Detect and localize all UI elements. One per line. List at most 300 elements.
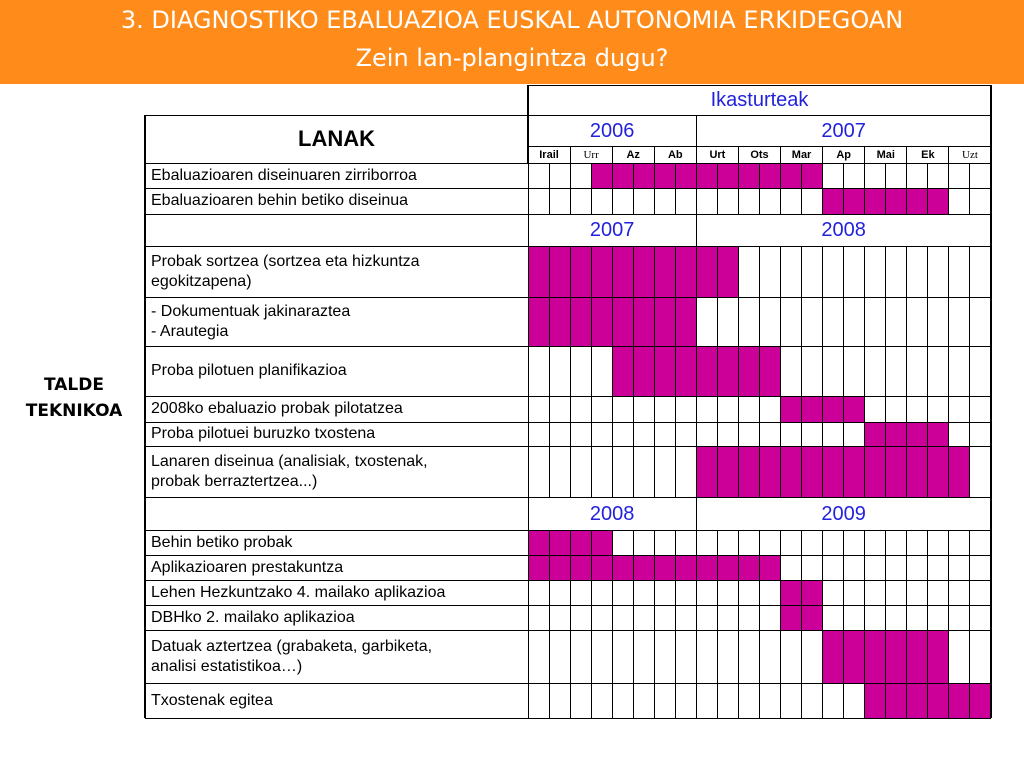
gantt-cell — [570, 163, 591, 188]
gantt-cell — [760, 188, 781, 214]
column-divider — [738, 530, 739, 555]
gantt-cell-active — [612, 346, 633, 396]
gantt-cell-active — [570, 530, 591, 555]
month-label: Ek — [921, 148, 935, 161]
column-divider — [759, 246, 760, 297]
column-divider — [570, 630, 571, 683]
gantt-cell — [738, 422, 759, 446]
column-divider — [843, 346, 844, 396]
gantt-cell — [570, 396, 591, 422]
gantt-cell — [970, 446, 991, 497]
table-border — [528, 85, 991, 86]
column-divider — [570, 446, 571, 497]
gantt-cell — [654, 422, 675, 446]
column-divider — [948, 630, 949, 683]
column-divider — [633, 422, 634, 446]
gantt-cell-active — [528, 555, 549, 580]
column-divider — [885, 446, 886, 497]
column-divider — [780, 146, 781, 163]
gantt-cell-active — [844, 446, 865, 497]
gantt-cell — [591, 683, 612, 718]
column-divider — [570, 683, 571, 718]
column-divider — [675, 346, 676, 396]
column-divider — [843, 297, 844, 346]
gantt-cell — [781, 630, 802, 683]
gantt-cell — [760, 683, 781, 718]
year-label: 2007 — [589, 219, 635, 241]
column-divider — [738, 422, 739, 446]
column-divider — [759, 346, 760, 396]
gantt-cell — [528, 422, 549, 446]
gantt-cell — [633, 446, 654, 497]
gantt-cell — [802, 297, 823, 346]
gantt-cell — [738, 188, 759, 214]
gantt-cell-active — [654, 555, 675, 580]
column-divider — [528, 214, 529, 246]
column-divider — [717, 683, 718, 718]
gantt-cell-active — [802, 396, 823, 422]
column-divider — [591, 346, 592, 396]
column-divider — [822, 188, 823, 214]
column-divider — [675, 530, 676, 555]
gantt-cell — [886, 246, 907, 297]
gantt-cell — [654, 396, 675, 422]
column-divider — [633, 630, 634, 683]
gantt-cell — [865, 396, 886, 422]
gantt-cell — [591, 422, 612, 446]
gantt-cell — [865, 297, 886, 346]
column-divider — [864, 530, 865, 555]
gantt-cell-active — [633, 555, 654, 580]
gantt-cell — [886, 163, 907, 188]
column-divider — [948, 422, 949, 446]
column-divider — [759, 580, 760, 605]
gantt-cell-active — [696, 346, 717, 396]
row-divider — [145, 214, 991, 215]
gantt-cell-active — [549, 246, 570, 297]
gantt-cell-active — [738, 163, 759, 188]
column-divider — [549, 530, 550, 555]
column-divider — [801, 446, 802, 497]
gantt-cell — [591, 580, 612, 605]
gantt-cell-active — [907, 188, 928, 214]
gantt-cell-active — [612, 555, 633, 580]
column-divider — [528, 422, 529, 446]
gantt-cell-active — [633, 297, 654, 346]
gantt-cell — [760, 422, 781, 446]
gantt-cell — [802, 630, 823, 683]
column-divider — [717, 580, 718, 605]
column-divider — [948, 146, 949, 163]
gantt-cell — [738, 683, 759, 718]
gantt-cell — [738, 605, 759, 630]
gantt-cell — [823, 555, 844, 580]
column-divider — [906, 346, 907, 396]
column-divider — [528, 580, 529, 605]
column-divider — [906, 683, 907, 718]
gantt-cell-active — [802, 580, 823, 605]
gantt-cell — [886, 555, 907, 580]
month-label: Urt — [709, 148, 726, 161]
column-divider — [612, 422, 613, 446]
column-divider — [864, 188, 865, 214]
gantt-cell-active — [823, 188, 844, 214]
gantt-cell — [928, 297, 949, 346]
column-divider — [927, 422, 928, 446]
gantt-cell — [528, 188, 549, 214]
column-divider — [528, 297, 529, 346]
column-divider — [612, 683, 613, 718]
column-divider — [969, 555, 970, 580]
month-label: Mai — [876, 148, 895, 161]
gantt-cell-active — [612, 163, 633, 188]
gantt-cell — [549, 163, 570, 188]
column-divider — [696, 163, 697, 188]
gantt-cell-active — [591, 163, 612, 188]
column-divider — [927, 530, 928, 555]
gantt-cell-active — [591, 555, 612, 580]
gantt-cell — [591, 188, 612, 214]
column-divider — [885, 555, 886, 580]
column-divider — [759, 683, 760, 718]
column-divider — [738, 630, 739, 683]
column-divider — [864, 683, 865, 718]
gantt-cell — [949, 396, 970, 422]
column-divider — [654, 163, 655, 188]
gantt-cell — [612, 580, 633, 605]
gantt-cell-active — [675, 346, 696, 396]
column-divider — [948, 683, 949, 718]
gantt-cell — [802, 683, 823, 718]
column-divider — [570, 396, 571, 422]
gantt-cell — [696, 396, 717, 422]
column-divider — [528, 630, 529, 683]
gantt-cell-active — [865, 446, 886, 497]
gantt-cell — [823, 580, 844, 605]
column-divider — [864, 555, 865, 580]
column-divider — [801, 580, 802, 605]
gantt-cell-active — [675, 297, 696, 346]
task-label: Proba pilotuen planifikazioa — [151, 362, 347, 379]
gantt-cell — [528, 580, 549, 605]
gantt-cell — [949, 605, 970, 630]
gantt-cell-active — [696, 446, 717, 497]
row-divider — [145, 530, 991, 531]
column-divider — [759, 530, 760, 555]
gantt-cell — [907, 605, 928, 630]
gantt-cell-active — [549, 297, 570, 346]
gantt-cell — [970, 297, 991, 346]
gantt-cell-active — [781, 396, 802, 422]
column-divider — [675, 630, 676, 683]
column-divider — [822, 630, 823, 683]
column-divider — [612, 146, 613, 163]
column-divider — [549, 246, 550, 297]
column-divider — [633, 297, 634, 346]
month-label: Irail — [539, 148, 559, 161]
column-divider — [948, 297, 949, 346]
gantt-cell-active — [844, 630, 865, 683]
gantt-cell — [654, 530, 675, 555]
column-divider — [801, 605, 802, 630]
gantt-cell — [970, 555, 991, 580]
column-divider — [717, 297, 718, 346]
column-divider — [591, 580, 592, 605]
column-divider — [549, 163, 550, 188]
column-divider — [591, 530, 592, 555]
gantt-cell — [844, 297, 865, 346]
task-label: Lanaren diseinua (analisiak, txostenak, probak berraztertzea...) — [151, 452, 428, 490]
gantt-cell — [675, 530, 696, 555]
gantt-cell-active — [717, 346, 738, 396]
gantt-cell — [823, 530, 844, 555]
gantt-cell — [760, 297, 781, 346]
column-divider — [843, 683, 844, 718]
column-divider — [948, 396, 949, 422]
gantt-cell — [949, 188, 970, 214]
gantt-cell — [886, 530, 907, 555]
gantt-cell — [633, 605, 654, 630]
gantt-cell-active — [528, 246, 549, 297]
column-divider — [822, 446, 823, 497]
column-divider — [885, 188, 886, 214]
column-divider — [654, 605, 655, 630]
gantt-cell — [970, 346, 991, 396]
column-divider — [549, 683, 550, 718]
gantt-cell — [738, 396, 759, 422]
column-divider — [738, 346, 739, 396]
column-divider — [675, 555, 676, 580]
column-divider — [675, 246, 676, 297]
column-divider — [549, 297, 550, 346]
column-divider — [528, 555, 529, 580]
gantt-cell-active — [865, 422, 886, 446]
column-divider — [570, 163, 571, 188]
table-border — [145, 115, 991, 116]
column-divider — [612, 530, 613, 555]
column-divider — [528, 683, 529, 718]
column-divider — [633, 580, 634, 605]
gantt-cell — [633, 396, 654, 422]
column-divider — [717, 446, 718, 497]
column-divider — [780, 246, 781, 297]
column-divider — [591, 683, 592, 718]
column-divider — [612, 188, 613, 214]
gantt-cell-active — [781, 446, 802, 497]
column-divider — [759, 297, 760, 346]
column-divider — [864, 630, 865, 683]
column-divider — [801, 396, 802, 422]
column-divider — [591, 446, 592, 497]
column-divider — [675, 396, 676, 422]
gantt-cell-active — [654, 246, 675, 297]
column-divider — [864, 422, 865, 446]
gantt-cell-active — [528, 530, 549, 555]
column-divider — [717, 163, 718, 188]
row-divider — [145, 497, 991, 498]
column-divider — [675, 188, 676, 214]
gantt-cell — [717, 422, 738, 446]
gantt-cell-active — [738, 346, 759, 396]
gantt-cell — [696, 422, 717, 446]
gantt-cell-active — [886, 446, 907, 497]
gantt-cell — [928, 605, 949, 630]
gantt-cell-active — [886, 683, 907, 718]
column-divider — [906, 146, 907, 163]
column-divider — [948, 188, 949, 214]
column-divider — [528, 188, 529, 214]
column-divider — [843, 396, 844, 422]
gantt-cell-active — [907, 446, 928, 497]
gantt-cell — [654, 630, 675, 683]
column-divider — [822, 146, 823, 163]
gantt-cell — [844, 683, 865, 718]
gantt-cell — [633, 683, 654, 718]
column-divider — [780, 297, 781, 346]
column-divider — [822, 555, 823, 580]
column-divider — [759, 188, 760, 214]
row-divider — [528, 146, 991, 147]
column-divider — [612, 605, 613, 630]
column-divider — [528, 396, 529, 422]
column-divider — [570, 346, 571, 396]
gantt-cell-active — [717, 555, 738, 580]
gantt-cell — [654, 446, 675, 497]
column-divider — [591, 163, 592, 188]
gantt-cell — [802, 246, 823, 297]
gantt-cell — [591, 346, 612, 396]
gantt-cell — [760, 396, 781, 422]
gantt-cell-active — [633, 246, 654, 297]
gantt-cell-active — [717, 163, 738, 188]
gantt-cell — [970, 396, 991, 422]
column-divider — [528, 346, 529, 396]
gantt-cell-active — [696, 246, 717, 297]
column-divider — [927, 246, 928, 297]
column-divider — [738, 396, 739, 422]
column-divider — [654, 630, 655, 683]
gantt-cell-active — [886, 630, 907, 683]
column-divider — [780, 630, 781, 683]
column-divider — [822, 530, 823, 555]
gantt-cell — [633, 630, 654, 683]
column-divider — [759, 446, 760, 497]
column-divider — [885, 530, 886, 555]
column-divider — [969, 683, 970, 718]
gantt-cell — [612, 446, 633, 497]
column-divider — [759, 396, 760, 422]
gantt-cell-active — [781, 580, 802, 605]
month-label: Az — [626, 148, 640, 161]
column-divider — [696, 188, 697, 214]
column-divider — [843, 605, 844, 630]
gantt-cell — [591, 446, 612, 497]
column-divider — [822, 605, 823, 630]
year-label: 2008 — [589, 502, 635, 525]
column-divider — [780, 422, 781, 446]
gantt-cell-active — [633, 163, 654, 188]
gantt-cell — [696, 580, 717, 605]
gantt-cell-active — [949, 446, 970, 497]
column-divider — [612, 630, 613, 683]
gantt-cell — [633, 188, 654, 214]
column-divider — [927, 163, 928, 188]
column-divider — [675, 683, 676, 718]
column-divider — [864, 446, 865, 497]
column-divider — [780, 163, 781, 188]
column-divider — [549, 605, 550, 630]
column-divider — [780, 346, 781, 396]
gantt-cell — [738, 530, 759, 555]
column-divider — [696, 580, 697, 605]
column-divider — [696, 555, 697, 580]
column-divider — [612, 246, 613, 297]
gantt-cell — [760, 530, 781, 555]
column-divider — [654, 146, 655, 163]
gantt-cell-active — [928, 630, 949, 683]
column-divider — [906, 580, 907, 605]
column-divider — [969, 396, 970, 422]
title-line-1: 3. DIAGNOSTIKO EBALUAZIOA EUSKAL AUTONOMIA ERKIDEGOAN — [120, 6, 904, 34]
column-divider — [633, 246, 634, 297]
row-divider — [145, 246, 991, 247]
gantt-cell — [549, 188, 570, 214]
column-divider — [549, 396, 550, 422]
gantt-cell — [928, 346, 949, 396]
gantt-cell — [738, 246, 759, 297]
gantt-cell — [949, 530, 970, 555]
gantt-cell — [949, 422, 970, 446]
gantt-cell — [549, 396, 570, 422]
gantt-cell-active — [654, 163, 675, 188]
gantt-cell-active — [802, 446, 823, 497]
column-divider — [927, 188, 928, 214]
gantt-cell — [802, 188, 823, 214]
column-divider — [864, 297, 865, 346]
gantt-cell — [781, 297, 802, 346]
gantt-cell — [928, 555, 949, 580]
column-divider — [591, 422, 592, 446]
column-divider — [717, 246, 718, 297]
column-divider — [717, 188, 718, 214]
month-label: Ab — [667, 148, 683, 161]
gantt-cell — [612, 188, 633, 214]
gantt-cell — [865, 580, 886, 605]
gantt-cell — [591, 396, 612, 422]
gantt-cell — [570, 630, 591, 683]
column-divider — [885, 163, 886, 188]
gantt-cell — [823, 422, 844, 446]
gantt-cell — [823, 163, 844, 188]
gantt-cell — [802, 555, 823, 580]
column-divider — [927, 555, 928, 580]
column-divider — [696, 530, 697, 555]
column-divider — [549, 422, 550, 446]
gantt-cell — [528, 446, 549, 497]
column-divider — [969, 188, 970, 214]
column-divider — [906, 605, 907, 630]
column-divider — [969, 605, 970, 630]
column-divider — [612, 163, 613, 188]
gantt-cell-active — [907, 630, 928, 683]
gantt-cell — [591, 630, 612, 683]
column-divider — [633, 530, 634, 555]
column-divider — [675, 605, 676, 630]
gantt-cell — [760, 580, 781, 605]
column-divider — [654, 396, 655, 422]
gantt-cell — [823, 246, 844, 297]
gantt-cell-active — [760, 555, 781, 580]
